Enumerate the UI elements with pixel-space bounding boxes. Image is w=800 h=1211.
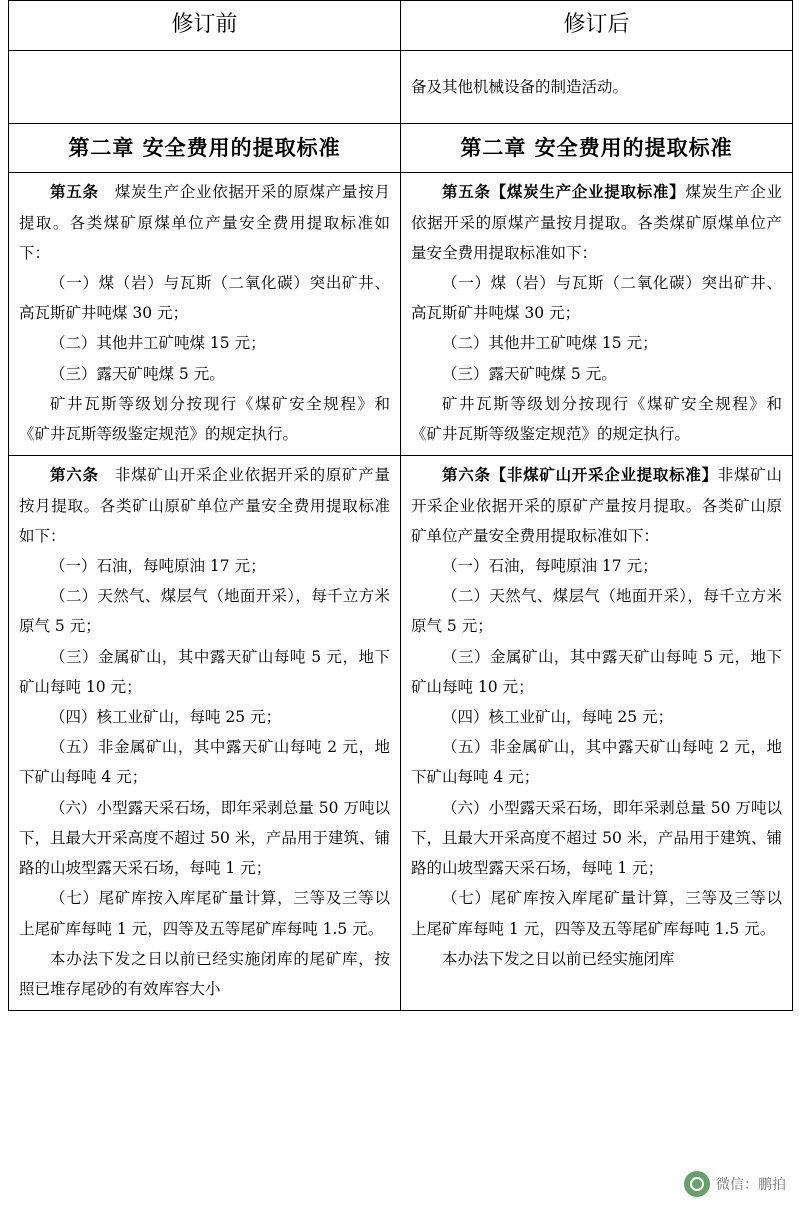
column-header-before: 修订前 bbox=[9, 1, 401, 51]
article-6-after bbox=[401, 456, 793, 1011]
paragraph: 矿井瓦斯等级划分按现行《煤矿安全规程》和《矿井瓦斯等级鉴定规范》的规定执行。 bbox=[19, 394, 390, 444]
watermark bbox=[684, 1171, 786, 1197]
table-header-row bbox=[9, 1, 793, 51]
paragraph: 矿井瓦斯等级划分按现行《煤矿安全规程》和《矿井瓦斯等级鉴定规范》的规定执行。 bbox=[411, 394, 782, 444]
wechat-logo-icon bbox=[684, 1171, 710, 1197]
article-5-before bbox=[9, 173, 401, 456]
article-number: 第六条 bbox=[50, 465, 99, 485]
paragraph-text: 非煤矿山开采企业依据开采的原矿产量按月提取。各类矿山原矿单位产量安全费用提取标准如下： bbox=[19, 466, 390, 545]
chapter-heading-before: 第二章 安全费用的提取标准 bbox=[9, 124, 401, 173]
paragraph bbox=[19, 177, 390, 268]
continuation-text: 备及其他机械设备的制造活动。 bbox=[411, 77, 629, 96]
table-row bbox=[9, 51, 793, 124]
article-tag: 【非煤矿山开采企业提取标准】 bbox=[490, 465, 718, 485]
paragraph: （三）金属矿山，其中露天矿山每吨 5 元，地下矿山每吨 10 元； bbox=[19, 647, 390, 696]
paragraph: （一）石油，每吨原油 17 元； bbox=[442, 556, 658, 575]
continuation-cell-right bbox=[401, 51, 793, 124]
table-row bbox=[9, 173, 793, 456]
paragraph bbox=[411, 177, 782, 268]
paragraph: （五）非金属矿山，其中露天矿山每吨 2 元，地下矿山每吨 4 元； bbox=[411, 738, 782, 787]
paragraph: （一）煤（岩）与瓦斯（二氧化碳）突出矿井、高瓦斯矿井吨煤 30 元； bbox=[411, 273, 782, 323]
watermark-label: 微信：鹏拍 bbox=[716, 1177, 786, 1193]
table-row bbox=[9, 456, 793, 1011]
paragraph: （二）天然气、煤层气（地面开采），每千立方米原气 5 元； bbox=[19, 587, 390, 636]
paragraph: （四）核工业矿山，每吨 25 元； bbox=[50, 708, 282, 727]
paragraph: 本办法下发之日以前已经实施闭库 bbox=[442, 949, 675, 968]
paragraph: （七）尾矿库按入库尾矿量计算，三等及三等以上尾矿库每吨 1 元，四等及五等尾矿库每吨 1.5 元。 bbox=[19, 889, 390, 938]
paragraph-text: 非煤矿山开采企业依据开采的原矿产量按月提取。各类矿山原矿单位产量安全费用提取标准如下： bbox=[411, 466, 782, 545]
article-number: 第六条 bbox=[442, 465, 491, 485]
paragraph: （一）石油，每吨原油 17 元； bbox=[50, 556, 266, 575]
paragraph-text: 煤炭生产企业依据开采的原煤产量按月提取。各类煤矿原煤单位产量安全费用提取标准如下： bbox=[19, 183, 390, 262]
paragraph: （二）其他井工矿吨煤 15 元； bbox=[442, 334, 658, 353]
paragraph: （三）露天矿吨煤 5 元。 bbox=[442, 364, 617, 383]
paragraph: （六）小型露天采石场，即年采剥总量 50 万吨以下，且最大开采高度不超过 50 米，产品用于建筑、铺路的山坡型露天采石场，每吨 1 元； bbox=[411, 798, 782, 878]
chapter-heading-after: 第二章 安全费用的提取标准 bbox=[401, 124, 793, 173]
article-5-after bbox=[401, 173, 793, 456]
table-row bbox=[9, 124, 793, 173]
paragraph: （二）天然气、煤层气（地面开采），每千立方米原气 5 元； bbox=[411, 587, 782, 636]
paragraph: （一）煤（岩）与瓦斯（二氧化碳）突出矿井、高瓦斯矿井吨煤 30 元； bbox=[19, 273, 390, 323]
article-number: 第五条 bbox=[50, 182, 99, 202]
paragraph: （二）其他井工矿吨煤 15 元； bbox=[50, 334, 266, 353]
comparison-table bbox=[8, 0, 793, 1011]
continuation-cell-left bbox=[9, 51, 401, 124]
column-header-after: 修订后 bbox=[401, 1, 793, 51]
paragraph: 本办法下发之日以前已经实施闭库的尾矿库，按照已堆存尾砂的有效库容大小 bbox=[19, 949, 390, 998]
paragraph bbox=[19, 460, 390, 551]
article-6-before bbox=[9, 456, 401, 1011]
paragraph: （五）非金属矿山，其中露天矿山每吨 2 元，地下矿山每吨 4 元； bbox=[19, 738, 390, 787]
paragraph: （四）核工业矿山，每吨 25 元； bbox=[442, 708, 674, 727]
article-number: 第五条 bbox=[442, 182, 491, 202]
paragraph: （三）金属矿山，其中露天矿山每吨 5 元，地下矿山每吨 10 元； bbox=[411, 647, 782, 696]
paragraph-text: 煤炭生产企业依据开采的原煤产量按月提取。各类煤矿原煤单位产量安全费用提取标准如下： bbox=[411, 183, 782, 262]
paragraph: （三）露天矿吨煤 5 元。 bbox=[50, 364, 225, 383]
paragraph: （六）小型露天采石场，即年采剥总量 50 万吨以下，且最大开采高度不超过 50 米，产品用于建筑、铺路的山坡型露天采石场，每吨 1 元； bbox=[19, 798, 390, 878]
article-tag: 【煤炭生产企业提取标准】 bbox=[490, 182, 686, 202]
paragraph: （七）尾矿库按入库尾矿量计算，三等及三等以上尾矿库每吨 1 元，四等及五等尾矿库每吨 1.5 元。 bbox=[411, 889, 782, 938]
paragraph bbox=[411, 460, 782, 551]
